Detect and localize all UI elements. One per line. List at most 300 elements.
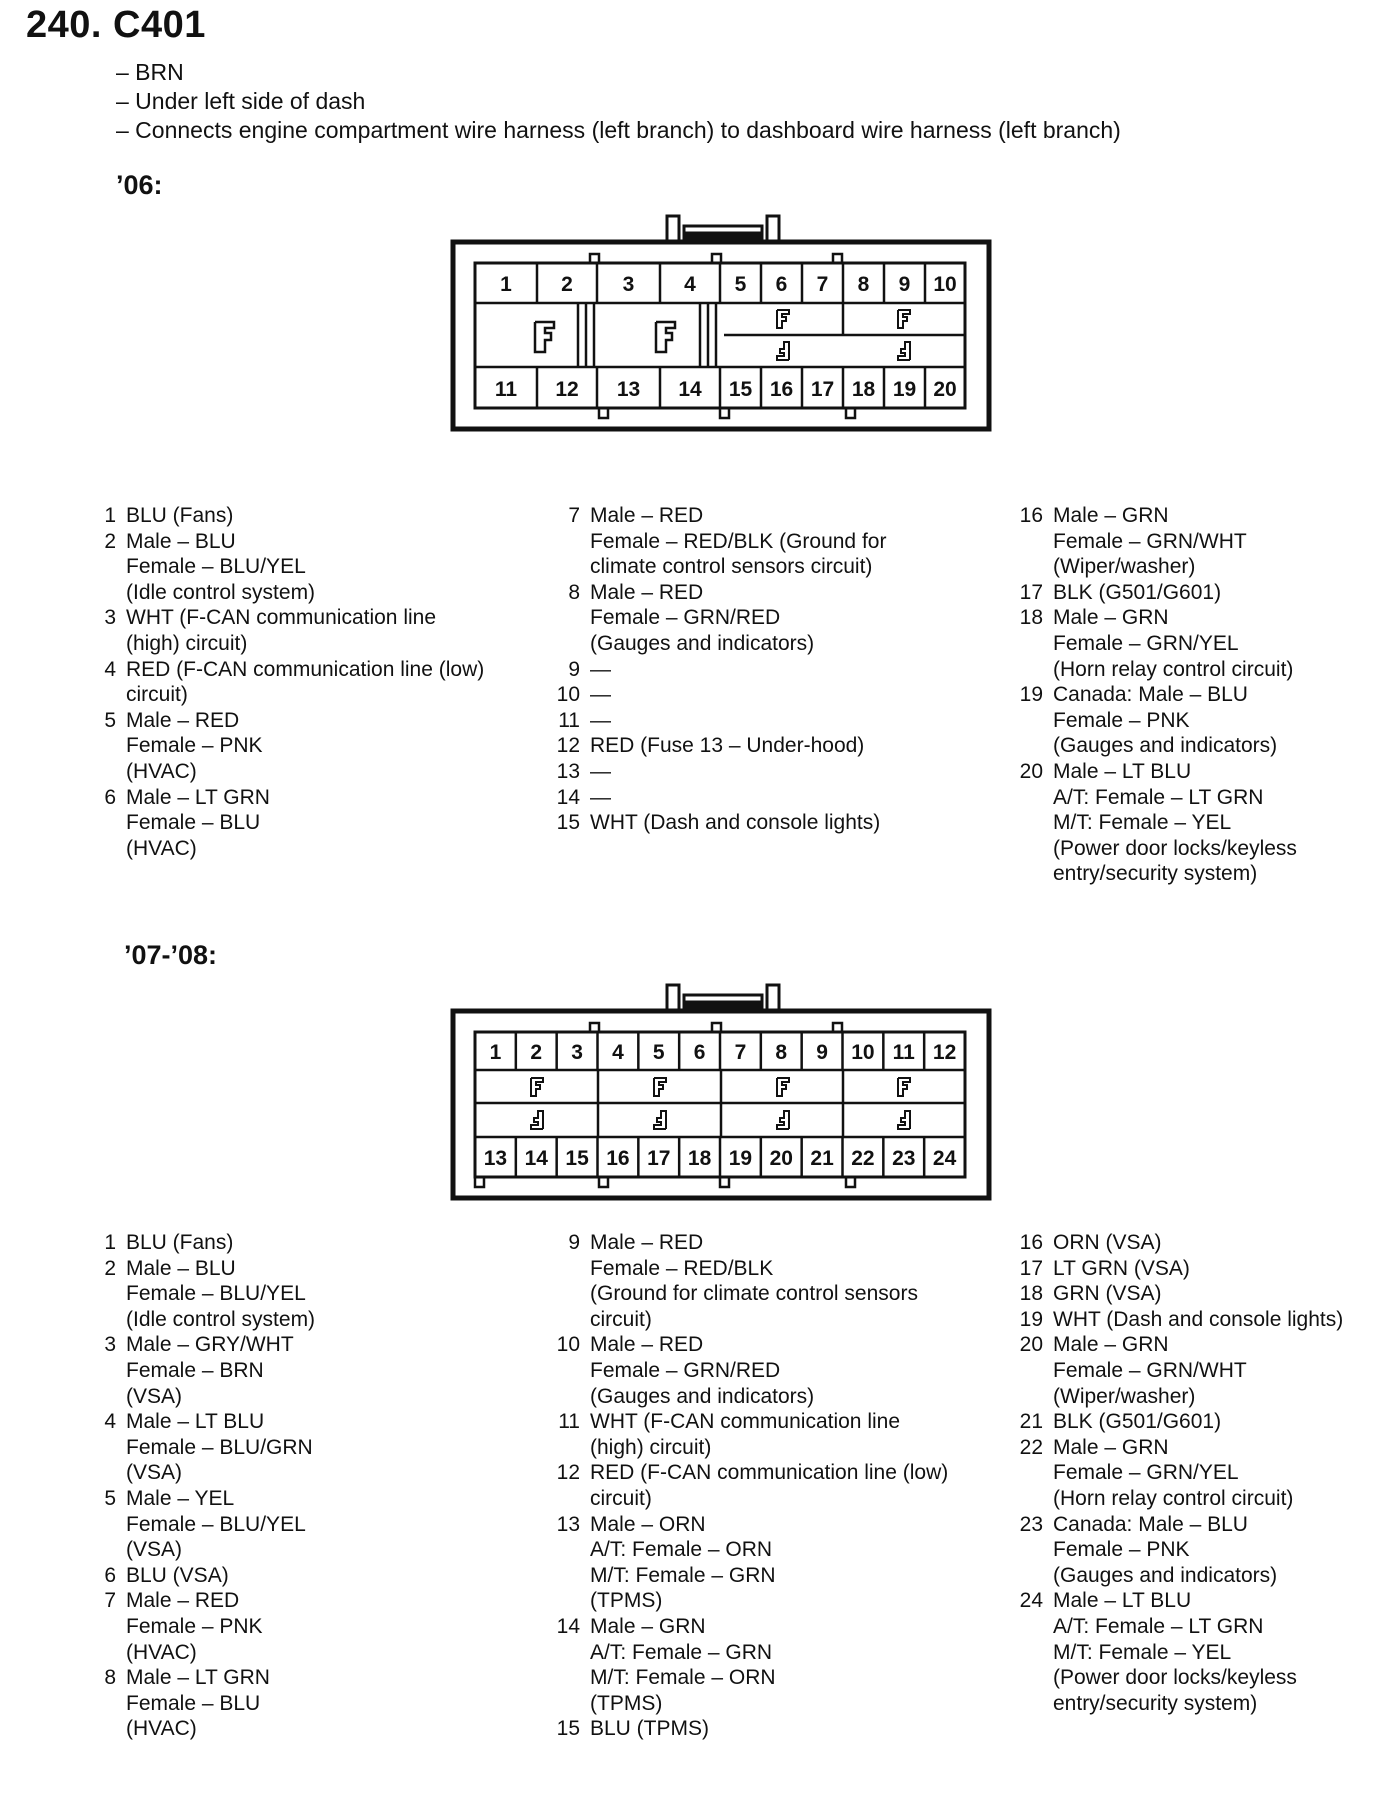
- pin-number: 13: [556, 759, 580, 783]
- pin-label-9: 9: [898, 273, 911, 296]
- pin-label-3: 3: [571, 1041, 583, 1064]
- pin-label-12: 12: [932, 1041, 957, 1064]
- pin-description: [126, 1332, 294, 1409]
- pin-label-22: 22: [851, 1147, 875, 1170]
- pin-number: 11: [558, 1410, 580, 1434]
- pin-description: [590, 1614, 776, 1716]
- pin-label-1: 1: [500, 273, 512, 296]
- pin-entry-24: [1007, 1588, 1343, 1716]
- pin-description-line: Female – BLU/YEL: [126, 1512, 306, 1536]
- connector-diagram-06: [0, 200, 1392, 440]
- pin-entry-13: [544, 1512, 948, 1614]
- pin-list-06-col2: [544, 503, 886, 836]
- pin-description-line: circuit): [126, 683, 188, 707]
- pin-entry-5: [80, 708, 484, 785]
- pin-description-line: Male – RED: [126, 1589, 240, 1613]
- pin-description-line: Female – GRN/RED: [590, 606, 781, 630]
- pin-description-line: —: [590, 785, 611, 809]
- pin-description-line: Male – GRN: [590, 1614, 706, 1638]
- pin-description-line: BLU (Fans): [126, 504, 234, 527]
- pin-number: 8: [104, 1666, 116, 1690]
- pin-list-0708-col1: [80, 1230, 315, 1742]
- pin-label-3: 3: [622, 273, 635, 296]
- pin-description-line: (Idle control system): [126, 580, 316, 604]
- pin-description-line: (VSA): [126, 1538, 183, 1562]
- pin-list-0708-col2: [544, 1230, 948, 1742]
- pin-description-line: Female – GRN/YEL: [1053, 1461, 1239, 1485]
- pin-description-line: Female – BLU/YEL: [126, 1282, 306, 1306]
- pin-entry-11: [544, 1409, 948, 1460]
- pin-description-line: (Horn relay control circuit): [1053, 657, 1294, 681]
- pin-number: 5: [104, 708, 116, 732]
- pin-number: 16: [1019, 504, 1043, 527]
- pin-description: [126, 1230, 233, 1256]
- pin-description: [126, 503, 233, 529]
- pin-description-line: (TPMS): [590, 1691, 663, 1715]
- pin-entry-23: [1007, 1512, 1343, 1589]
- pin-description: [590, 1460, 948, 1511]
- pin-description-line: (Ground for climate control sensors: [590, 1282, 918, 1306]
- pin-number: 1: [104, 1231, 116, 1254]
- pin-number: 3: [104, 1333, 116, 1357]
- pin-description-line: Female – PNK: [1053, 708, 1190, 732]
- male-marker-small: [898, 342, 910, 360]
- pin-description-line: Male – GRN: [1053, 1333, 1169, 1357]
- female-marker-small: [898, 1078, 910, 1096]
- pin-number: 6: [104, 785, 116, 809]
- pin-label-11: 11: [494, 378, 518, 401]
- pin-label-5: 5: [734, 273, 747, 296]
- pin-entry-11: [544, 708, 886, 734]
- pin-label-6: 6: [775, 273, 788, 296]
- pin-description-line: Female – BLU/YEL: [126, 555, 306, 579]
- pin-description-line: Female – BLU/GRN: [126, 1435, 313, 1459]
- pin-label-2: 2: [530, 1041, 543, 1064]
- pin-entry-16: [1007, 1230, 1343, 1256]
- page-title: 240. C401: [26, 4, 206, 46]
- info-color: – BRN: [116, 59, 184, 85]
- pin-entry-3: [80, 605, 484, 656]
- pin-description-line: (Wiper/washer): [1053, 1384, 1196, 1408]
- pin-description-line: WHT (F-CAN communication line: [126, 606, 437, 630]
- pin-description-line: Male – LT GRN: [126, 1666, 270, 1690]
- pin-entry-1: [80, 1230, 315, 1256]
- pin-entry-9: [544, 657, 886, 683]
- pin-description-line: BLK (G501/G601): [1053, 1410, 1222, 1434]
- pin-description: [590, 1716, 709, 1742]
- pin-description: [126, 1409, 313, 1486]
- pin-description-line: Male – LT BLU: [126, 1410, 265, 1434]
- pin-label-2: 2: [561, 273, 573, 296]
- pin-description: [1053, 759, 1297, 887]
- pin-description: [590, 682, 611, 708]
- pin-number: 22: [1019, 1435, 1043, 1459]
- pin-entry-4: [80, 657, 484, 708]
- pin-entry-8: [544, 580, 886, 657]
- pin-description: [1053, 1588, 1297, 1716]
- pin-description-line: Female – BLU: [126, 1691, 261, 1715]
- pin-description-line: BLU (Fans): [126, 1231, 234, 1254]
- pin-label-5: 5: [652, 1041, 665, 1064]
- pin-label-17: 17: [647, 1147, 671, 1170]
- connector-latch: [667, 985, 779, 1011]
- pin-description-line: (Wiper/washer): [1053, 555, 1196, 579]
- pin-description-line: RED (F-CAN communication line (low): [590, 1461, 949, 1485]
- pin-entry-10: [544, 682, 886, 708]
- pin-number: 9: [568, 657, 580, 681]
- pin-number: 2: [104, 529, 116, 553]
- pin-description-line: ORN (VSA): [1053, 1231, 1162, 1254]
- pin-description-line: (Horn relay control circuit): [1053, 1486, 1294, 1510]
- female-marker-small: [654, 1078, 666, 1096]
- pin-label-19: 19: [892, 378, 917, 401]
- pin-entry-2: [80, 529, 484, 606]
- pin-description-line: GRN (VSA): [1053, 1282, 1162, 1306]
- pin-description-line: Male – GRN: [1053, 606, 1169, 630]
- pin-entry-15: [544, 1716, 948, 1742]
- pin-entry-4: [80, 1409, 315, 1486]
- pin-description-line: Female – RED/BLK (Ground for: [590, 529, 887, 553]
- pin-description-line: —: [590, 759, 611, 783]
- pin-label-20: 20: [769, 1147, 793, 1170]
- pin-label-23: 23: [892, 1147, 916, 1170]
- pin-entry-12: [544, 733, 886, 759]
- pin-label-6: 6: [693, 1041, 706, 1064]
- pin-label-13: 13: [483, 1147, 508, 1170]
- pin-description-line: (TPMS): [590, 1589, 663, 1613]
- pin-description-line: Female – PNK: [1053, 1538, 1190, 1562]
- pin-description-line: M/T: Female – YEL: [1053, 811, 1232, 835]
- pin-entry-20: [1007, 1332, 1343, 1409]
- pin-description-line: A/T: Female – LT GRN: [1053, 1614, 1264, 1638]
- pin-description-line: Male – LT BLU: [1053, 1589, 1192, 1613]
- pin-description: [590, 733, 864, 759]
- pin-number: 6: [104, 1563, 116, 1587]
- pin-description: [1053, 1409, 1221, 1435]
- pin-entry-12: [544, 1460, 948, 1511]
- pin-entry-3: [80, 1332, 315, 1409]
- pin-description-line: Female – GRN/RED: [590, 1358, 781, 1382]
- pin-description: [590, 1409, 900, 1460]
- pin-description-line: Male – RED: [590, 1231, 704, 1254]
- pin-label-10: 10: [851, 1041, 875, 1064]
- pin-description: [590, 759, 611, 785]
- info-location: – Under left side of dash: [116, 88, 366, 114]
- pin-description-line: Female – PNK: [126, 734, 263, 758]
- pin-description-line: (Idle control system): [126, 1307, 316, 1331]
- pin-entry-20: [1007, 759, 1297, 887]
- pin-description: [1053, 682, 1277, 759]
- pin-entry-8: [80, 1665, 315, 1742]
- pin-label-19: 19: [728, 1147, 753, 1170]
- female-marker-large-1: [535, 322, 554, 352]
- pin-number: 16: [1019, 1231, 1043, 1254]
- pin-description-line: Female – BRN: [126, 1358, 264, 1382]
- pin-description-line: (high) circuit): [126, 631, 248, 655]
- pin-description-line: Male – LT GRN: [126, 785, 270, 809]
- pin-description: [590, 1332, 814, 1409]
- pin-description: [1053, 503, 1247, 580]
- pin-description-line: (Gauges and indicators): [590, 631, 815, 655]
- pin-description-line: A/T: Female – LT GRN: [1053, 785, 1264, 809]
- pin-description-line: (high) circuit): [590, 1435, 712, 1459]
- pin-label-7: 7: [816, 273, 829, 296]
- pin-number: 18: [1019, 606, 1043, 630]
- pin-number: 15: [556, 1717, 580, 1741]
- pin-description-line: RED (Fuse 13 – Under-hood): [590, 734, 865, 758]
- pin-description: [126, 605, 436, 656]
- pin-label-8: 8: [857, 273, 870, 296]
- pin-list-06-col1: [80, 503, 484, 861]
- pin-description-line: Male – BLU: [126, 1256, 236, 1280]
- pin-entry-7: [544, 503, 886, 580]
- pin-description-line: BLU (TPMS): [590, 1717, 710, 1741]
- pin-description: [126, 657, 484, 708]
- pin-number: 20: [1019, 759, 1043, 783]
- pin-number: 15: [556, 811, 580, 835]
- pin-label-14: 14: [524, 1147, 548, 1170]
- pin-description: [1053, 1281, 1162, 1307]
- pin-number: 20: [1019, 1333, 1043, 1357]
- pin-number: 17: [1019, 580, 1043, 604]
- pin-description-line: Male – LT BLU: [1053, 759, 1192, 783]
- pin-label-4: 4: [612, 1041, 624, 1064]
- pin-entry-10: [544, 1332, 948, 1409]
- pin-description: [1053, 605, 1293, 682]
- connector-diagram-0708: [0, 975, 1392, 1215]
- pin-description-line: (HVAC): [126, 836, 197, 860]
- pin-number: 13: [556, 1512, 580, 1536]
- pin-label-13: 13: [616, 378, 641, 401]
- pin-description: [590, 1230, 918, 1332]
- pin-entry-14: [544, 785, 886, 811]
- pin-entry-19: [1007, 682, 1297, 759]
- pin-description-line: Male – GRN: [1053, 1435, 1169, 1459]
- pin-label-11: 11: [892, 1041, 915, 1064]
- pin-number: 8: [568, 580, 580, 604]
- pin-description: [126, 1665, 270, 1742]
- female-marker-small: [777, 1078, 789, 1096]
- pin-entry-16: [1007, 503, 1297, 580]
- pin-description-line: —: [590, 657, 611, 681]
- pin-description: [126, 1486, 306, 1563]
- pin-description-line: (HVAC): [126, 1640, 197, 1664]
- pin-description-line: BLU (VSA): [126, 1563, 229, 1587]
- pin-description: [1053, 1307, 1343, 1333]
- pin-label-18: 18: [851, 378, 876, 401]
- pin-label-14: 14: [678, 378, 702, 401]
- pin-number: 2: [104, 1256, 116, 1280]
- pin-number: 7: [104, 1589, 116, 1613]
- pin-entry-1: [80, 503, 484, 529]
- info-connects: – Connects engine compartment wire harness (left branch) to dashboard wire harness (left branch): [116, 117, 1121, 143]
- pin-description-line: (VSA): [126, 1461, 183, 1485]
- pin-label-12: 12: [555, 378, 579, 401]
- pin-number: 7: [568, 504, 580, 527]
- pin-description: [1053, 1332, 1247, 1409]
- pin-description-line: Male – RED: [590, 1333, 704, 1357]
- pin-description-line: BLK (G501/G601): [1053, 580, 1222, 604]
- pin-description: [126, 1256, 315, 1333]
- pin-description-line: Female – GRN/YEL: [1053, 631, 1239, 655]
- female-marker-small: [531, 1078, 543, 1096]
- pin-description-line: (Gauges and indicators): [1053, 1563, 1278, 1587]
- pin-label-10: 10: [933, 273, 957, 296]
- pin-description-line: Male – RED: [126, 708, 240, 732]
- pin-description: [1053, 1256, 1190, 1282]
- pin-description-line: LT GRN (VSA): [1053, 1256, 1190, 1280]
- pin-number: 24: [1019, 1589, 1043, 1613]
- male-marker-small: [777, 1111, 789, 1129]
- pin-description: [590, 657, 611, 683]
- pin-entry-2: [80, 1256, 315, 1333]
- pin-description-line: Female – GRN/WHT: [1053, 1358, 1247, 1382]
- pin-label-15: 15: [565, 1147, 589, 1170]
- pin-entry-15: [544, 810, 886, 836]
- pin-description-line: WHT (Dash and console lights): [590, 811, 881, 835]
- pin-number: 9: [568, 1231, 580, 1254]
- pin-description-line: Canada: Male – BLU: [1053, 1512, 1248, 1536]
- pin-label-1: 1: [489, 1041, 502, 1064]
- pin-number: 23: [1019, 1512, 1043, 1536]
- pin-entry-7: [80, 1588, 315, 1665]
- pin-number: 18: [1019, 1282, 1043, 1306]
- pin-description-line: Female – GRN/WHT: [1053, 529, 1247, 553]
- pin-description-line: (Gauges and indicators): [1053, 734, 1278, 758]
- pin-label-15: 15: [728, 378, 753, 401]
- pin-label-20: 20: [933, 378, 957, 401]
- pin-label-21: 21: [810, 1147, 834, 1170]
- pin-description-line: Male – RED: [590, 580, 704, 604]
- pin-label-16: 16: [769, 378, 794, 401]
- pin-number: 19: [1019, 683, 1043, 707]
- pin-description: [126, 708, 263, 785]
- pin-description: [1053, 1512, 1277, 1589]
- pin-entry-22: [1007, 1435, 1343, 1512]
- pin-description-line: A/T: Female – ORN: [590, 1538, 773, 1562]
- pin-description-line: M/T: Female – GRN: [590, 1563, 776, 1587]
- pin-description-line: circuit): [590, 1486, 652, 1510]
- pin-number: 14: [556, 785, 580, 809]
- connector-info: [116, 58, 1121, 145]
- pin-description: [590, 810, 880, 836]
- pin-entry-18: [1007, 1281, 1343, 1307]
- pin-description-line: M/T: Female – ORN: [590, 1666, 776, 1690]
- pin-description-line: (VSA): [126, 1384, 183, 1408]
- pin-description-line: entry/security system): [1053, 1691, 1258, 1715]
- pin-label-16: 16: [606, 1147, 630, 1170]
- pin-description-line: WHT (Dash and console lights): [1053, 1307, 1344, 1331]
- pin-number: 1: [104, 504, 116, 527]
- female-marker-small: [777, 310, 789, 328]
- pin-entry-13: [544, 759, 886, 785]
- pin-label-7: 7: [734, 1041, 747, 1064]
- pin-number: 4: [104, 657, 116, 681]
- pin-description: [126, 1588, 263, 1665]
- pin-description: [590, 785, 611, 811]
- male-marker-small: [654, 1111, 666, 1129]
- pin-description-line: Male – ORN: [590, 1512, 706, 1536]
- pin-description: [590, 708, 611, 734]
- pin-description-line: circuit): [590, 1307, 652, 1331]
- pin-description-line: M/T: Female – YEL: [1053, 1640, 1232, 1664]
- pin-description-line: (Gauges and indicators): [590, 1384, 815, 1408]
- pin-label-24: 24: [932, 1147, 957, 1170]
- pin-label-4: 4: [684, 273, 696, 296]
- pin-description-line: Female – BLU: [126, 811, 261, 835]
- pin-description-line: (Power door locks/keyless: [1053, 836, 1297, 860]
- pin-number: 4: [104, 1410, 116, 1434]
- pin-description: [1053, 1230, 1162, 1256]
- pin-entry-5: [80, 1486, 315, 1563]
- pin-description-line: (HVAC): [126, 1717, 197, 1741]
- pin-description-line: Male – BLU: [126, 529, 236, 553]
- pin-entry-14: [544, 1614, 948, 1716]
- pin-entry-21: [1007, 1409, 1343, 1435]
- pin-number: 12: [556, 734, 580, 758]
- pin-number: 10: [556, 1333, 580, 1357]
- pin-description-line: —: [590, 683, 611, 707]
- pin-description: [590, 1512, 776, 1614]
- female-marker-small: [898, 310, 910, 328]
- pin-description: [126, 1563, 229, 1589]
- pin-label-17: 17: [810, 378, 835, 401]
- pin-entry-9: [544, 1230, 948, 1332]
- pin-number: 19: [1019, 1307, 1043, 1331]
- pin-description-line: Male – GRY/WHT: [126, 1333, 294, 1357]
- pin-description: [590, 580, 814, 657]
- pin-description: [126, 529, 315, 606]
- pin-description-line: A/T: Female – GRN: [590, 1640, 773, 1664]
- pin-number: 11: [558, 708, 580, 732]
- pin-description: [590, 503, 886, 580]
- pin-description: [1053, 580, 1221, 606]
- pin-number: 14: [556, 1614, 580, 1638]
- pin-description-line: —: [590, 708, 611, 732]
- female-marker-large-2: [656, 322, 675, 352]
- pin-description-line: WHT (F-CAN communication line: [590, 1410, 901, 1434]
- pin-description-line: entry/security system): [1053, 862, 1258, 886]
- pin-description-line: Female – RED/BLK: [590, 1256, 774, 1280]
- year-label-0708: ’07-’08:: [124, 940, 218, 970]
- pin-label-9: 9: [816, 1041, 828, 1064]
- pin-label-8: 8: [775, 1041, 788, 1064]
- pin-number: 10: [556, 683, 580, 707]
- pin-description: [126, 785, 270, 862]
- pin-entry-19: [1007, 1307, 1343, 1333]
- pin-list-0708-col3: [1007, 1230, 1343, 1716]
- pin-number: 5: [104, 1486, 116, 1510]
- pin-list-06-col3: [1007, 503, 1297, 887]
- pin-description-line: Male – YEL: [126, 1486, 235, 1510]
- pin-description-line: Male – RED: [590, 504, 704, 527]
- pin-description: [1053, 1435, 1293, 1512]
- male-marker-small: [898, 1111, 910, 1129]
- pin-entry-18: [1007, 605, 1297, 682]
- pin-description-line: Female – PNK: [126, 1614, 263, 1638]
- pin-entry-17: [1007, 580, 1297, 606]
- pin-description-line: Male – GRN: [1053, 504, 1169, 527]
- pin-description-line: RED (F-CAN communication line (low): [126, 657, 485, 681]
- pin-description-line: (HVAC): [126, 759, 197, 783]
- pin-entry-17: [1007, 1256, 1343, 1282]
- pin-description-line: climate control sensors circuit): [590, 555, 873, 579]
- pin-number: 21: [1019, 1410, 1043, 1434]
- pin-label-18: 18: [687, 1147, 712, 1170]
- pin-number: 3: [104, 606, 116, 630]
- pin-number: 17: [1019, 1256, 1043, 1280]
- male-marker-small: [531, 1111, 543, 1129]
